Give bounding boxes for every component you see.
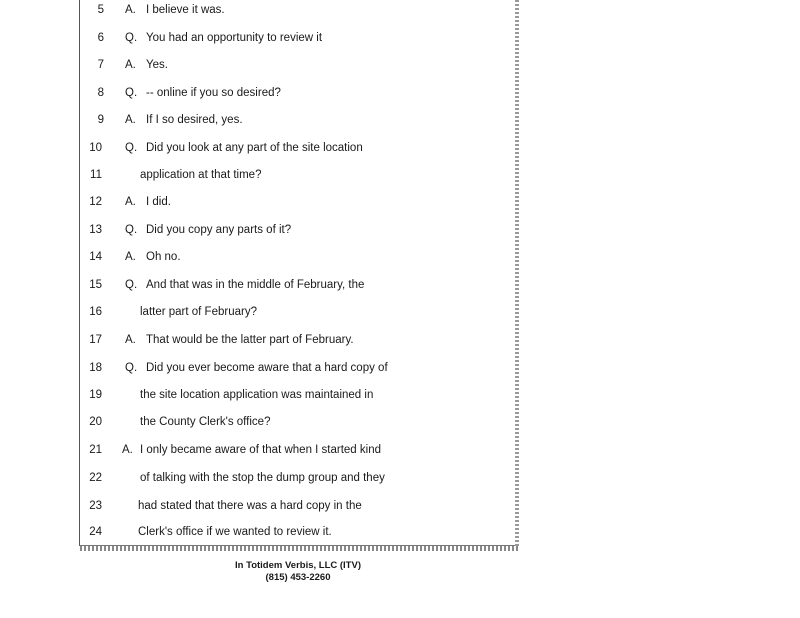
- line-number: 24: [89, 526, 102, 538]
- speaker-label: A.: [125, 251, 136, 263]
- line-text: That would be the latter part of February.: [146, 334, 354, 346]
- transcript-frame: [79, 0, 518, 546]
- transcript-line: [0, 359, 520, 377]
- line-text: Did you ever become aware that a hard copy of: [146, 362, 388, 374]
- line-number: 15: [89, 279, 102, 291]
- transcript-line: [0, 84, 520, 102]
- speaker-label: A.: [125, 59, 136, 71]
- line-number: 5: [97, 4, 104, 16]
- speaker-label: A.: [125, 114, 136, 126]
- line-number: 7: [97, 59, 104, 71]
- line-number: 13: [89, 224, 102, 236]
- line-number: 10: [89, 142, 102, 154]
- line-text: I did.: [146, 196, 171, 208]
- speaker-label: Q.: [125, 32, 138, 44]
- speaker-label: A.: [122, 444, 133, 456]
- speaker-label: A.: [125, 334, 136, 346]
- line-number: 6: [97, 32, 104, 44]
- footer-company: In Totidem Verbis, LLC (ITV): [235, 560, 361, 571]
- line-number: 23: [89, 500, 102, 512]
- line-number: 9: [97, 114, 104, 126]
- transcript-line: [0, 166, 520, 184]
- transcript-line: [0, 386, 520, 404]
- transcript-line: [0, 331, 520, 349]
- speaker-label: Q.: [125, 279, 138, 291]
- transcript-line: [0, 497, 520, 515]
- transcript-line: [0, 523, 520, 541]
- footer-phone: (815) 453-2260: [265, 572, 331, 583]
- line-text: of talking with the stop the dump group and they: [140, 472, 385, 484]
- line-text: latter part of February?: [140, 306, 257, 318]
- line-text: Did you look at any part of the site location: [146, 142, 363, 154]
- line-text: I believe it was.: [146, 4, 225, 16]
- speaker-label: A.: [125, 196, 136, 208]
- transcript-line: [0, 56, 520, 74]
- frame-edge-bottom: [80, 546, 519, 551]
- line-number: 17: [89, 334, 102, 346]
- line-text: -- online if you so desired?: [146, 87, 281, 99]
- line-number: 11: [90, 169, 102, 181]
- line-number: 16: [89, 306, 102, 318]
- line-text: the site location application was maintained in: [140, 389, 374, 401]
- line-text: the County Clerk's office?: [140, 416, 271, 428]
- transcript-line: [0, 193, 520, 211]
- line-text: Did you copy any parts of it?: [146, 224, 292, 236]
- transcript-line: [0, 469, 520, 487]
- line-number: 8: [97, 87, 104, 99]
- line-text: Oh no.: [146, 251, 181, 263]
- line-number: 20: [89, 416, 102, 428]
- line-text: If I so desired, yes.: [146, 114, 243, 126]
- line-text: You had an opportunity to review it: [146, 32, 323, 44]
- line-number: 18: [89, 362, 102, 374]
- line-number: 21: [89, 444, 102, 456]
- line-number: 22: [89, 472, 102, 484]
- transcript-line: [0, 441, 520, 459]
- transcript-line: [0, 221, 520, 239]
- transcript-line: [0, 303, 520, 321]
- line-number: 19: [89, 389, 102, 401]
- speaker-label: Q.: [125, 224, 138, 236]
- transcript-line: [0, 1, 520, 19]
- speaker-label: Q.: [125, 87, 138, 99]
- speaker-label: Q.: [125, 142, 138, 154]
- speaker-label: Q.: [125, 362, 138, 374]
- transcript-line: [0, 111, 520, 129]
- line-text: And that was in the middle of February, the: [146, 279, 365, 291]
- line-text: I only became aware of that when I started kind: [140, 444, 381, 456]
- transcript-line: [0, 276, 520, 294]
- speaker-label: A.: [125, 4, 136, 16]
- line-text: had stated that there was a hard copy in the: [138, 500, 362, 512]
- line-text: application at that time?: [140, 169, 262, 181]
- transcript-line: [0, 29, 520, 47]
- line-text: Clerk's office if we wanted to review it.: [138, 526, 332, 538]
- line-number: 12: [89, 196, 102, 208]
- transcript-line: [0, 413, 520, 431]
- line-text: Yes.: [146, 59, 168, 71]
- transcript-line: [0, 248, 520, 266]
- line-number: 14: [89, 251, 102, 263]
- transcript-line: [0, 139, 520, 157]
